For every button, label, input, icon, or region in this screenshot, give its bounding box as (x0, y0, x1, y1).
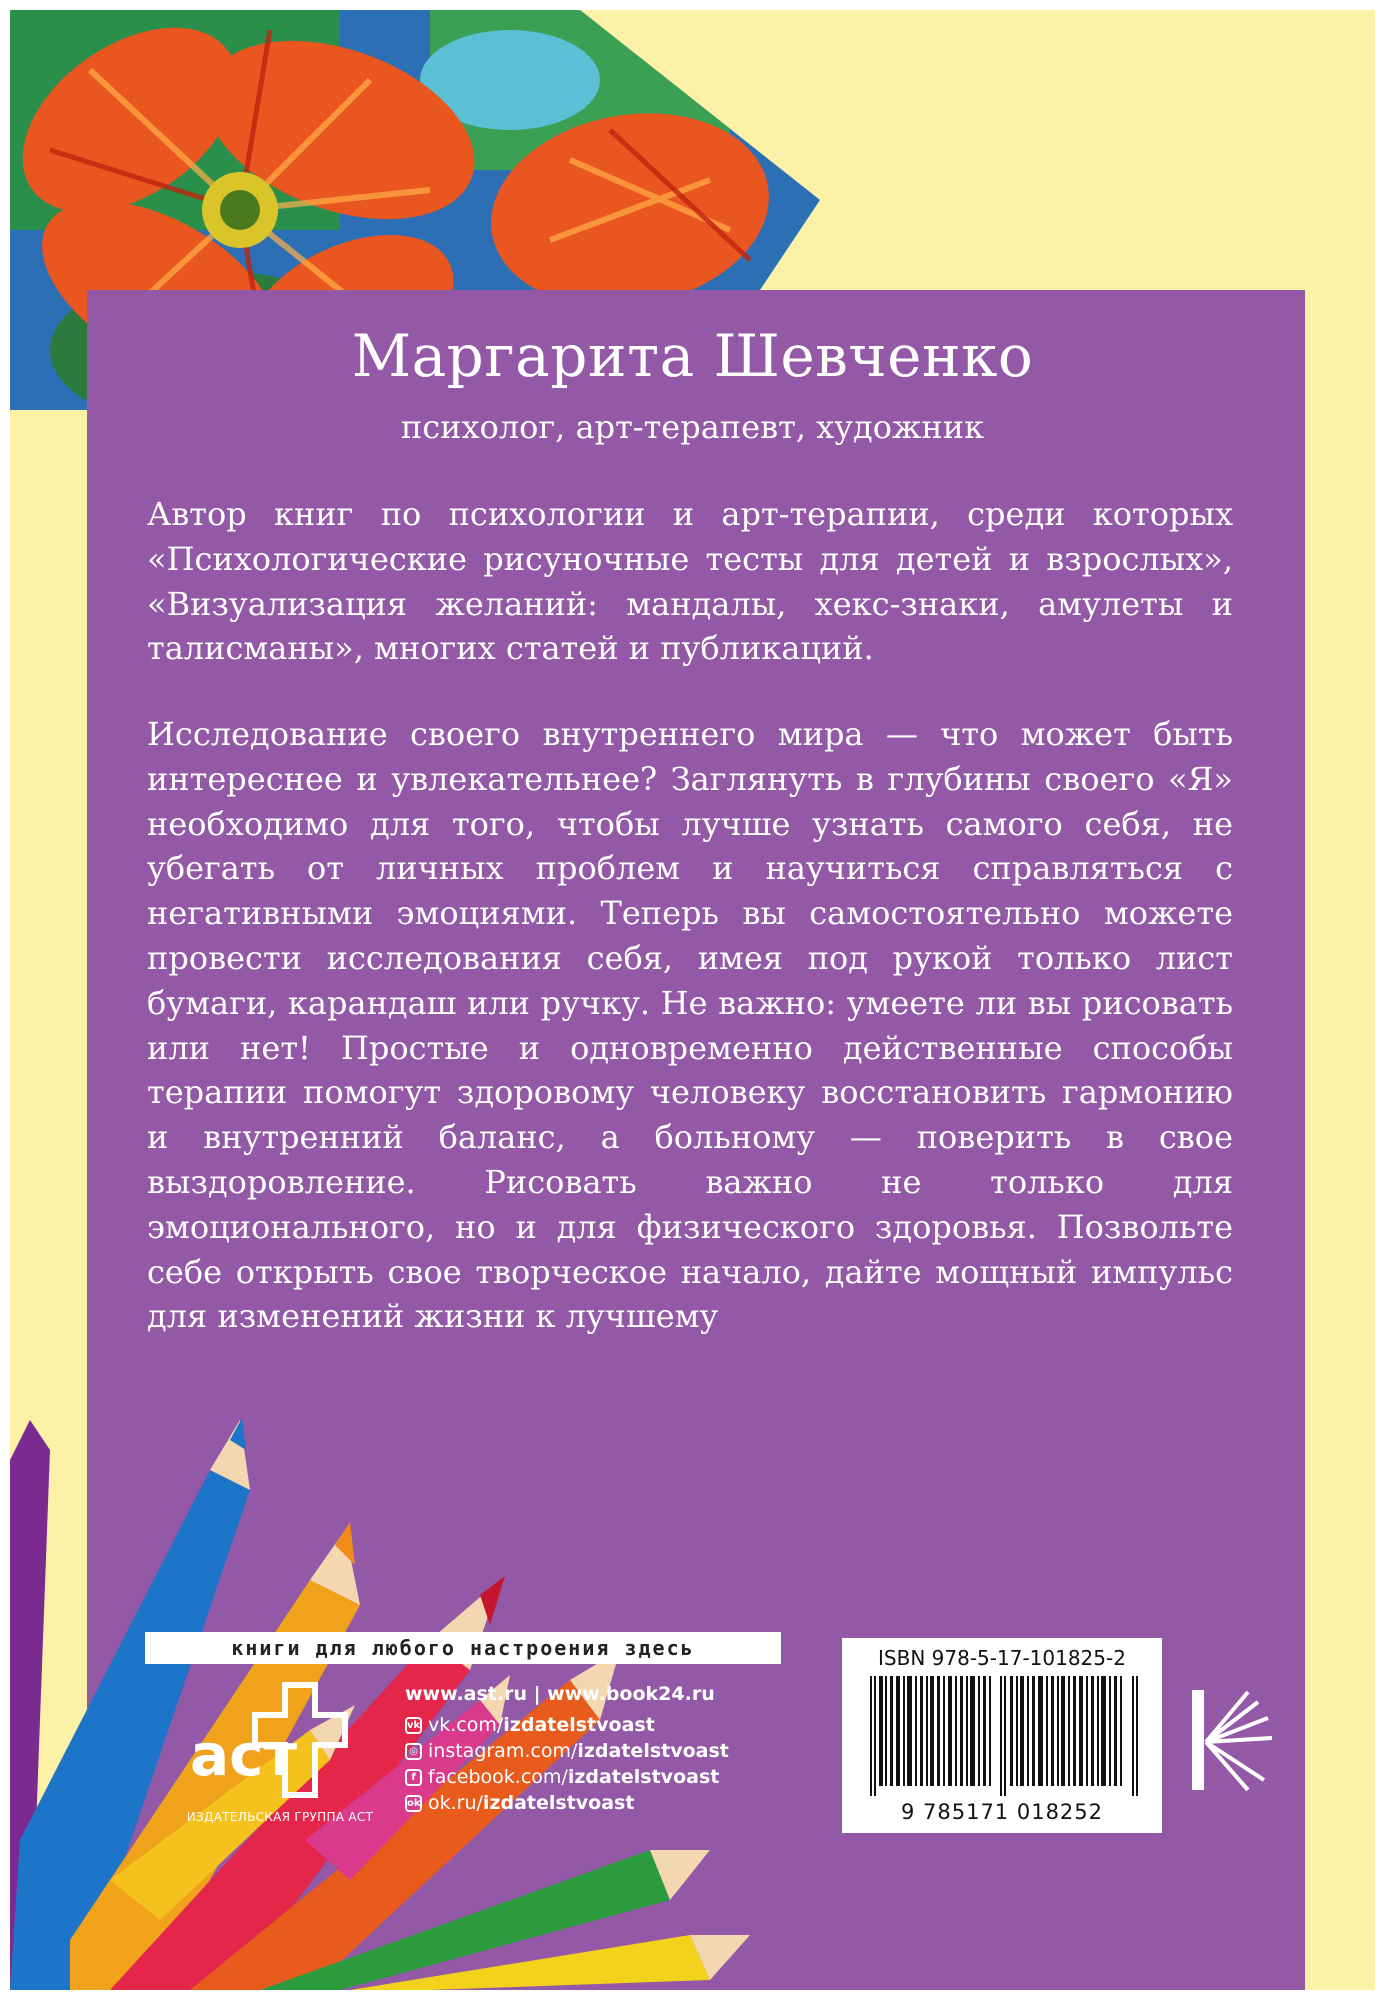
isbn-label: ISBN 978-5-17-101825-2 (878, 1646, 1126, 1670)
book-description-paragraph: Исследование своего внутреннего мира — что может быть интереснее и увлекательнее? Заглянуть в глубины своего «Я» необходимо для того, чтобы лучше узнать самого себя, не убегать от личных проблем и научиться справляться с негативными эмоциями. Теперь вы самостоятельно можете провести исследования себя, имея под рукой только лист бумаги, карандаш или ручку. Не важно: умеете ли вы рисовать или нет! Простые и одновременно действенные способы терапии помогут здоровому человеку восстановить гармонию и внутренний баланс, а больному — поверить в свое выздоровление. Рисовать важно не только для эмоционального, но и для физического здоровья. Позвольте себе открыть свое творческое начало, дайте мощный импульс для изменений жизни к лучшему (147, 715, 1233, 1336)
ast-logo-text: аст (190, 1721, 298, 1789)
social-link-instagram[interactable] (405, 1740, 729, 1762)
publisher-name: ИЗДАТЕЛЬСКАЯ ГРУППА АСТ (186, 1810, 374, 1824)
social-prefix: ok.ru/ (428, 1792, 483, 1814)
vk-icon: vk (405, 1717, 422, 1734)
social-prefix: instagram.com/ (428, 1740, 578, 1762)
ast-logo-icon (180, 1675, 365, 1805)
social-handle: izdatelstvoast (503, 1714, 655, 1736)
social-handle: izdatelstvoast (577, 1740, 729, 1762)
social-handle: izdatelstvoast (482, 1792, 635, 1814)
author-role: психолог, арт-терапевт, художник (400, 408, 985, 446)
facebook-icon: f (405, 1769, 422, 1786)
social-prefix: facebook.com/ (428, 1766, 568, 1788)
barcode-image (870, 1676, 1138, 1796)
barcode-digits: 9 785171 018252 (900, 1800, 1104, 1824)
social-prefix: vk.com/ (428, 1714, 504, 1736)
publisher-websites[interactable]: www.ast.ru | www.book24.ru (405, 1683, 715, 1705)
social-handle: izdatelstvoast (567, 1766, 720, 1788)
instagram-icon: ◎ (405, 1743, 422, 1760)
author-bio-paragraph: Автор книг по психологии и арт-терапии, среди которых «Психологические рисуночные тесты для детей и взрослых», «Визуализация желаний: мандалы, хекс-знаки, амулеты и талисманы», многих статей и публикаций. (147, 495, 1233, 668)
social-link-vk[interactable] (405, 1714, 655, 1736)
publisher-tagline: книги для любого настроения здесь (145, 1632, 781, 1664)
odnoklassniki-icon: ok (405, 1795, 422, 1812)
author-name: Маргарита Шевченко (351, 322, 1034, 390)
isbn-barcode-box (842, 1638, 1162, 1833)
social-link-odnoklassniki[interactable] (405, 1792, 634, 1814)
k-book-logo-icon (1188, 1680, 1278, 1800)
social-link-facebook[interactable] (405, 1766, 719, 1788)
